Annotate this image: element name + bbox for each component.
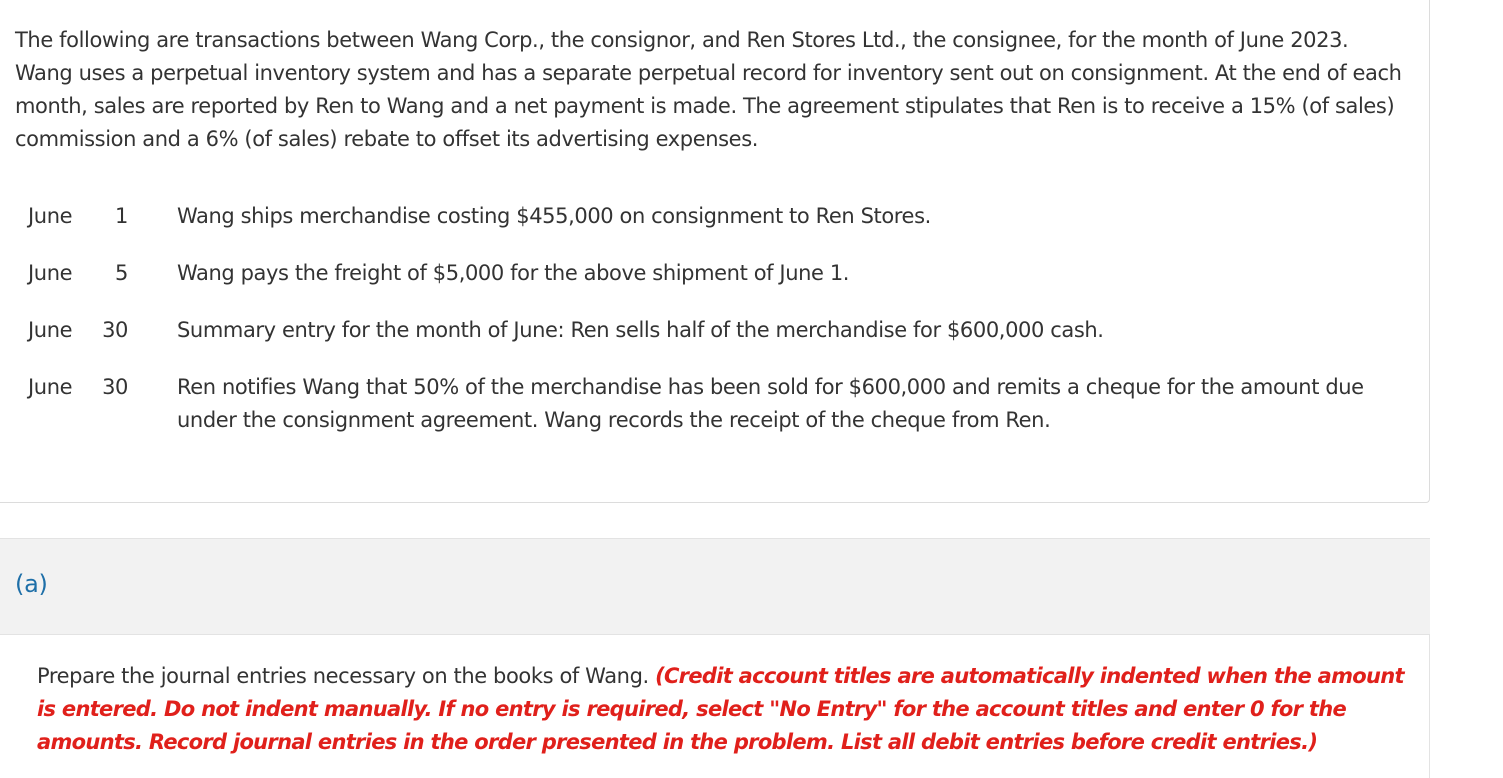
transaction-description: Wang pays the freight of $5,000 for the above shipment of June 1. (177, 261, 850, 285)
problem-intro: The following are transactions between Wang Corp., the consignor, and Ren Stores Ltd., the consignee, for the month of June 2023. Wang uses a perpetual inventory system and has a separate perpetual record for inventory sent out on consignment. At the end of each month, sales are reported by Ren to Wang and a net payment is made. The agreement stipulates that Ren is to receive a 15% (of sales) commission and a 6% (of sales) rebate to offset its advertising expenses. (15, 28, 1402, 151)
transaction-month: June (28, 204, 73, 228)
part-a-header (0, 538, 1430, 635)
transaction-day: 1 (115, 204, 128, 228)
part-a-label: (a) (15, 570, 48, 598)
instruction-note: (Credit account titles are automatically indented when the amount is entered. Do not indent manually. If no entry is required, select "No Entry" for the account titles and enter 0 for the amounts. Record journal entries in the order presented in the problem. List all debit entries before credit entries.) (37, 664, 1404, 754)
transaction-month: June (28, 375, 73, 399)
transaction-description: Ren notifies Wang that 50% of the merchandise has been sold for $600,000 and remits a cheque for the amount due under the consignment agreement. Wang records the receipt of the cheque from Ren. (177, 375, 1364, 432)
transaction-month: June (28, 318, 73, 342)
instruction-text: Prepare the journal entries necessary on the books of Wang. (37, 664, 649, 688)
transaction-day: 5 (115, 261, 128, 285)
part-a-instruction (37, 660, 1407, 759)
transaction-day: 30 (102, 375, 128, 399)
transaction-description: Wang ships merchandise costing $455,000 on consignment to Ren Stores. (177, 204, 931, 228)
transaction-month: June (28, 261, 73, 285)
transaction-day: 30 (102, 318, 128, 342)
transaction-description: Summary entry for the month of June: Ren sells half of the merchandise for $600,000 cash. (177, 318, 1104, 342)
